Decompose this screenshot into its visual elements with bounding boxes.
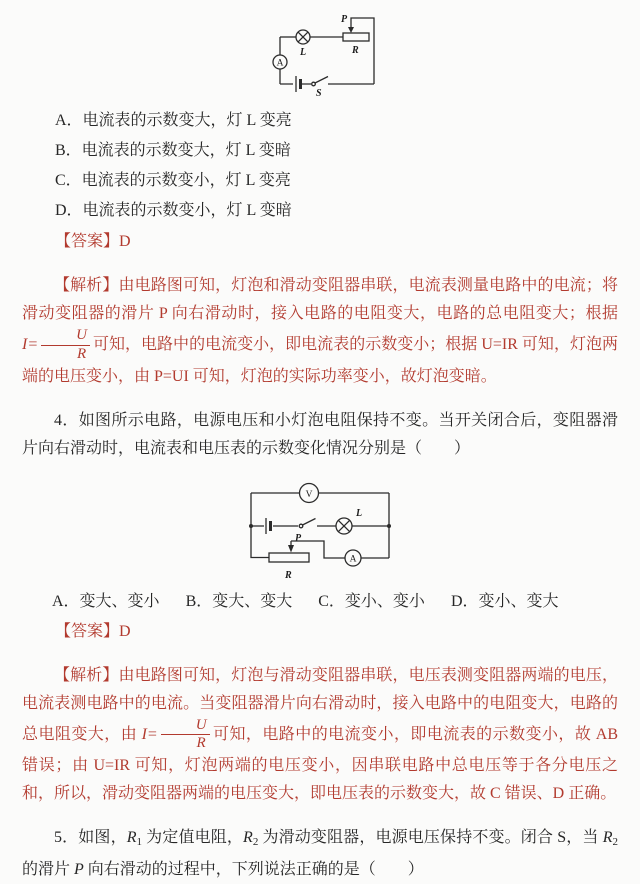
q5-var-r1: R	[126, 829, 137, 846]
q4-question-text: 4．如图所示电路，电源电压和小灯泡电阻保持不变。当开关闭合后，变阻器滑片向右滑动时，电流表和电压表的示数变化情况分别是（ ）	[22, 411, 618, 457]
q5-sub-1: 1	[136, 836, 143, 848]
q5-text-segment: 向右滑动的过程中，下列说法正确的是（ ）	[83, 861, 424, 878]
q5-text-segment: 5．如图，	[54, 829, 127, 846]
voltmeter-symbol	[300, 483, 319, 502]
q4-analysis-frac-lhs: I=	[141, 725, 158, 743]
slider-arrow-icon	[288, 545, 294, 553]
fraction-u-over-r	[40, 328, 91, 363]
q4-option-c: C．变小、变小	[318, 592, 425, 610]
lamp-label: L	[300, 47, 307, 58]
fraction-denominator: R	[161, 734, 210, 752]
q5-sub-2: 2	[252, 836, 259, 848]
q5-sub-2: 2	[612, 836, 618, 848]
q3-option-d: D．电流表的示数变小，灯 L 变暗	[55, 202, 292, 219]
q5-question-text	[22, 824, 618, 884]
q3-option-c: C．电流表的示数变小，灯 L 变亮	[55, 172, 291, 189]
q5-var-p: P	[74, 861, 84, 878]
q5-text-segment: 为滑动变阻器，电源电压保持不变。闭合 S，当	[258, 829, 603, 846]
fraction-numerator: U	[195, 716, 207, 733]
fraction-denominator: R	[41, 345, 90, 363]
q3-analysis-pre: 【解析】由电路图可知，灯泡和滑动变阻器串联，电流表测量电路中的电流；将滑动变阻器的滑片 P 向右滑动时，接入电路的电阻变大，电路的总电阻变大；根据	[22, 277, 618, 322]
q3-analysis	[22, 272, 618, 391]
rheostat-symbol	[269, 533, 309, 581]
lamp-symbol	[296, 30, 310, 58]
q3-option-a: A．电流表的示数变大，灯 L 变亮	[55, 112, 292, 129]
q3-answer: 【答案】D	[55, 233, 131, 250]
fraction-numerator: U	[76, 327, 87, 343]
junction-dot	[249, 524, 253, 528]
q4-analysis-pre: 【解析】由电路图可知，灯泡与滑动变阻器串联，电压表测变阻器两端的电压，电流表测电路中的电流。当变阻器滑片向右滑动时，接入电路中的电阻变大，电路的总电阻变大，由	[22, 666, 618, 743]
circuit-diagram-q3	[22, 4, 618, 100]
q4-analysis	[22, 662, 618, 809]
worksheet-page	[0, 4, 640, 878]
circuit-q3-svg	[255, 4, 385, 100]
q5-text-segment: 的滑片	[22, 861, 75, 878]
slider-label: P	[295, 532, 302, 544]
circuit-diagram-q4	[22, 479, 618, 584]
q4-option-d: D．变小、变大	[450, 592, 559, 610]
q5-text-segment: 为定值电阻，	[142, 829, 244, 846]
rheostat-symbol	[341, 14, 369, 56]
q4-answer: 【答案】D	[55, 622, 131, 640]
lamp-symbol	[336, 508, 362, 534]
battery-symbol	[296, 76, 301, 92]
ammeter-label: A	[349, 554, 357, 564]
slider-label: P	[341, 14, 348, 25]
switch-symbol	[299, 518, 315, 527]
q3-options	[22, 106, 618, 226]
battery-symbol	[266, 518, 271, 534]
lamp-label: L	[356, 507, 363, 519]
ammeter-label: A	[276, 58, 284, 69]
q4-option-b: B．变大、变大	[185, 592, 293, 610]
q5-var-r2: R	[243, 829, 253, 846]
circuit-q4-svg	[246, 479, 394, 584]
rheostat-label: R	[352, 45, 359, 56]
q4-analysis-post: 可知，电路中的电流变小，即电流表的示数变小，故 AB 错误；由 U=IR 可知，灯泡两端的电压变小，因串联电路中总电压等于各分电压之和，所以，滑动变阻器两端的电压变大，即电压表的示数变大，故 C 错误、D 正确。	[22, 725, 618, 802]
ammeter-symbol	[345, 550, 389, 566]
q4-options	[22, 588, 618, 616]
q3-analysis-post: 可知，电路中的电流变小，即电流表的示数变小；根据 U=IR 可知，灯泡两端的电压变小，由 P=UI 可知，灯泡的实际功率变小，故灯泡变暗。	[22, 335, 618, 385]
q5-var-r2: R	[602, 829, 613, 846]
fraction-u-over-r	[160, 718, 211, 753]
switch-label: S	[316, 88, 322, 99]
q4-option-a: A．变大、变小	[52, 592, 160, 610]
ammeter-symbol	[273, 55, 287, 69]
q3-option-b: B．电流表的示数变大，灯 L 变暗	[55, 142, 291, 159]
slider-arrow-icon	[348, 27, 354, 33]
q3-analysis-frac-lhs: I=	[22, 335, 39, 353]
voltmeter-label: V	[305, 489, 313, 500]
switch-symbol	[312, 77, 328, 100]
rheostat-label: R	[285, 569, 292, 581]
junction-dot	[387, 524, 391, 528]
